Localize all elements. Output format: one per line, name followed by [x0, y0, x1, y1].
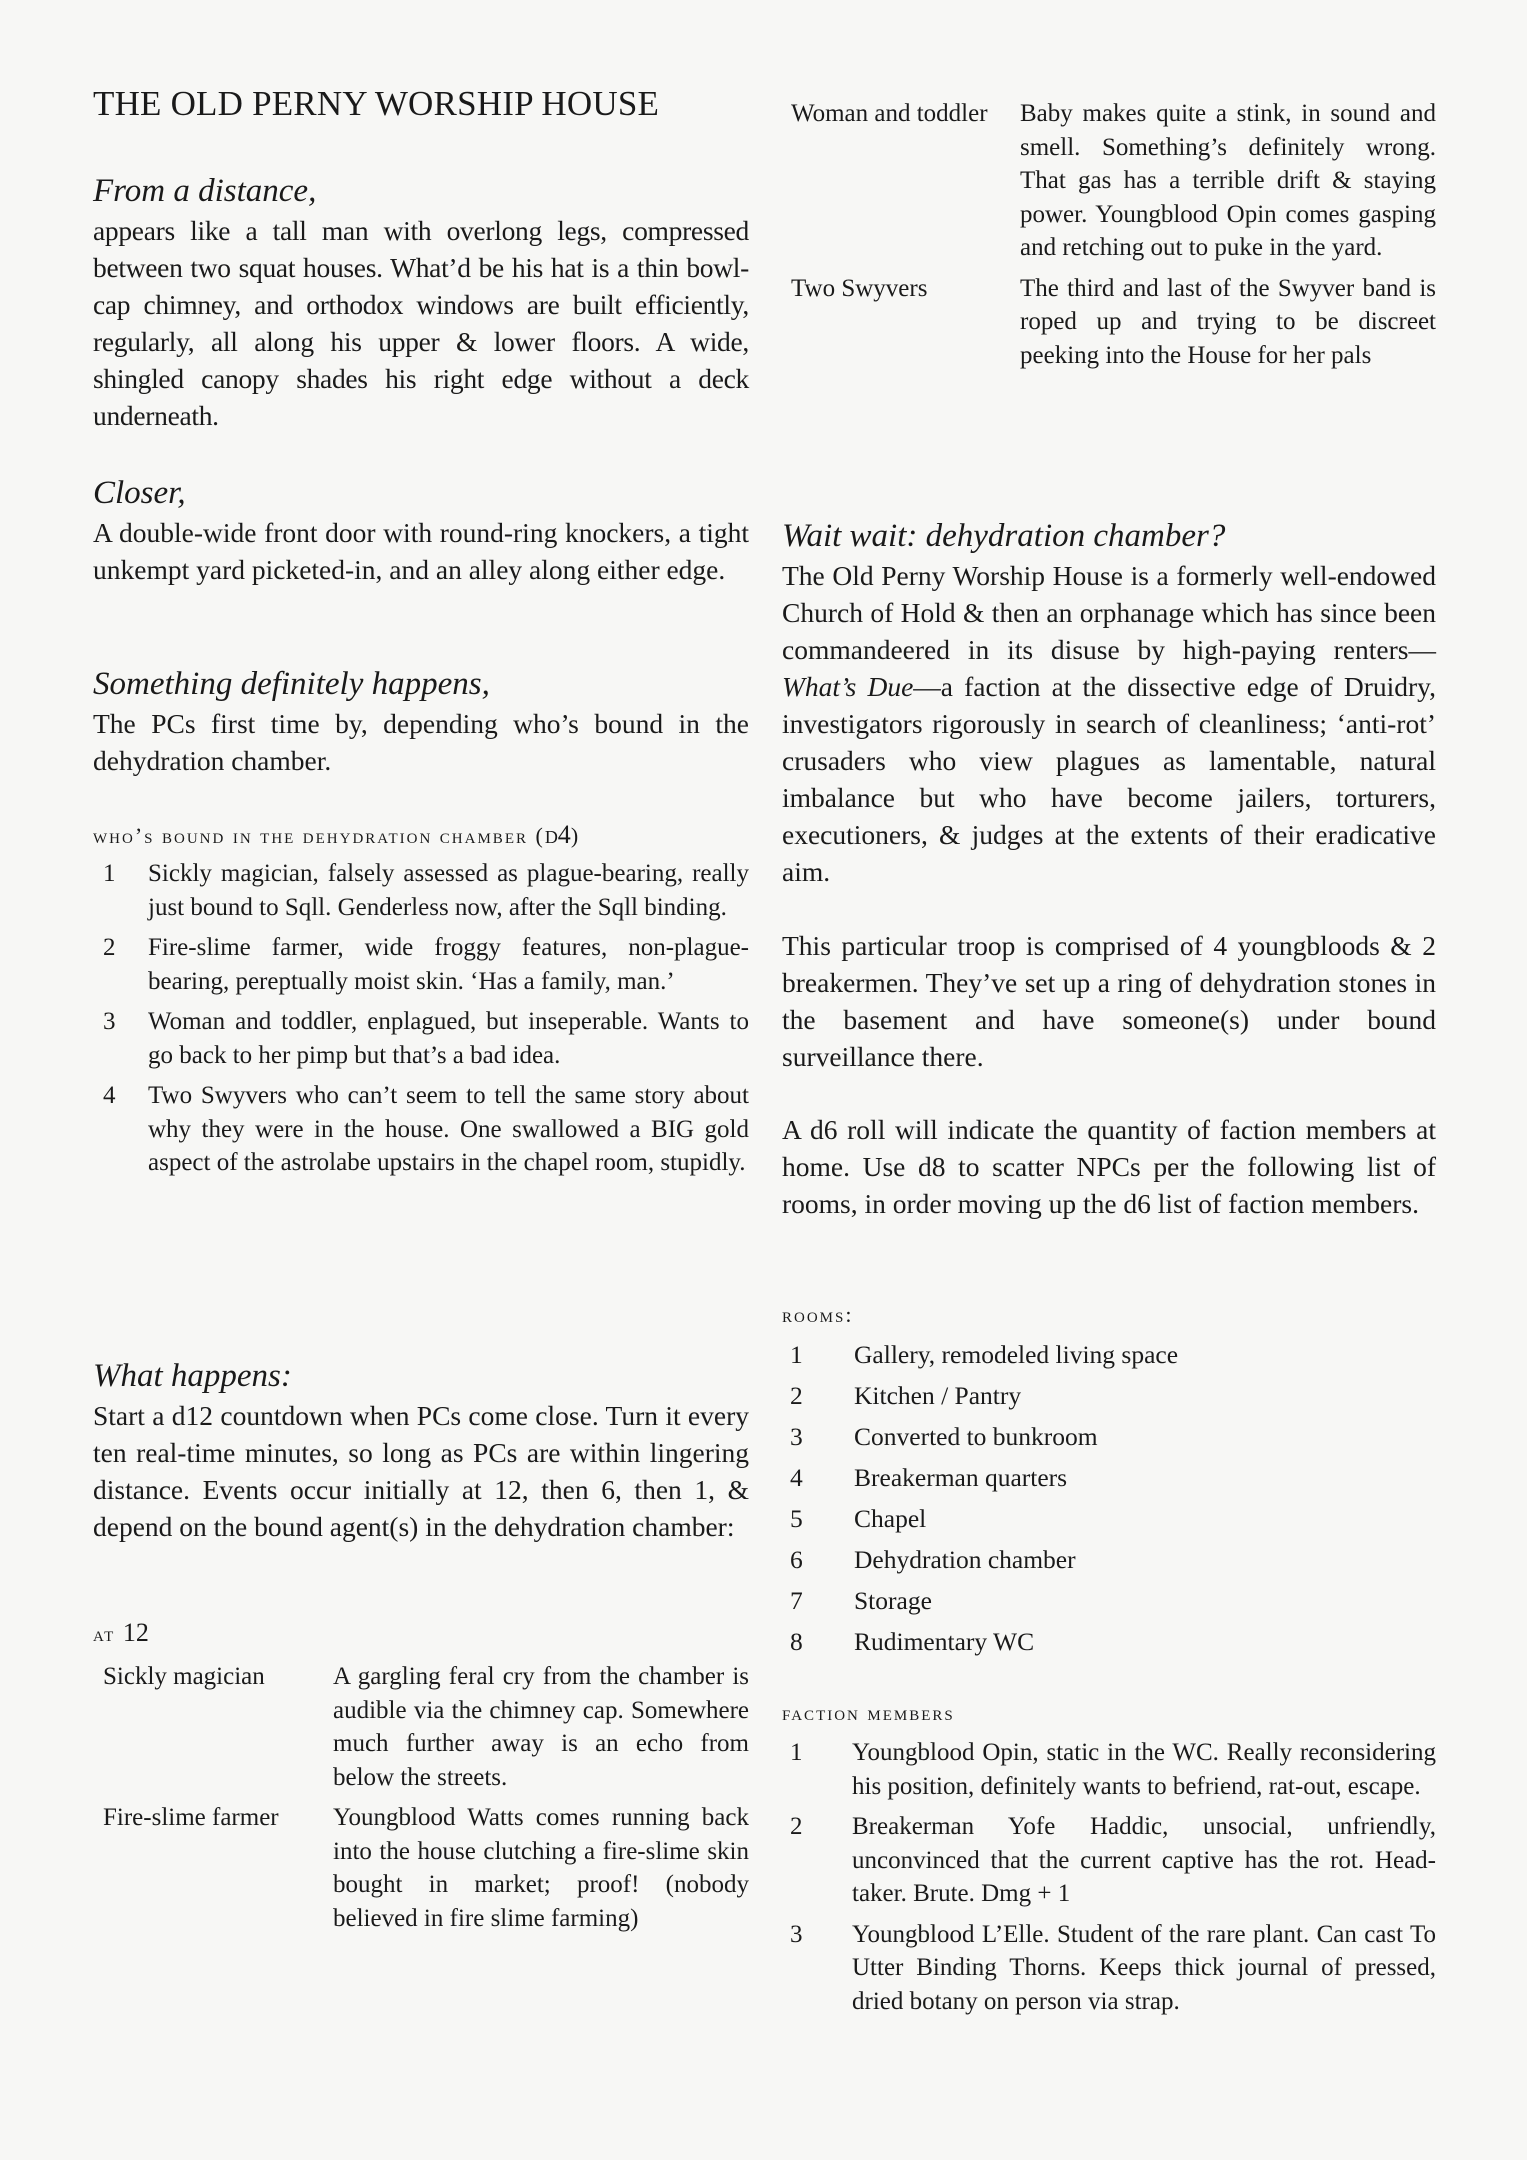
- room-number: 6: [790, 1545, 803, 1574]
- member-number: 1: [790, 1739, 803, 1766]
- at12-row-value: Baby makes quite a stink, in sound and smell. Something’s definitely wrong. That gas has a terrible drift & staying power. Youngblood Opin comes gasping and retching out to puke in the yard.: [1020, 100, 1436, 261]
- item-text: Woman and toddler, enplagued, but inseperable. Wants to go back to her pimp but that’s a bad idea.: [148, 1008, 749, 1069]
- faction-member: [782, 1918, 1436, 2019]
- bound-table-label: [93, 820, 580, 850]
- heading-closer: Closer,: [93, 475, 186, 511]
- at12-row: [782, 97, 1436, 265]
- room-item: [782, 1498, 1436, 1539]
- room-item: [782, 1621, 1436, 1662]
- room-item: [782, 1580, 1436, 1621]
- item-text: Fire-slime farmer, wide froggy features, non-plague-bearing, pereptually moist skin. ‘Has a family, man.’: [148, 934, 749, 995]
- room-name: Chapel: [854, 1504, 927, 1533]
- room-number: 8: [790, 1627, 803, 1656]
- at12-row-value: Youngblood Watts comes running back into the house clutching a fire-slime skin bought in market; proof! (nobody believed in fire slime farming): [333, 1804, 749, 1932]
- at12-row: [782, 272, 1436, 373]
- bound-table-die: d4: [544, 820, 571, 849]
- room-name: Storage: [854, 1586, 932, 1615]
- rooms-list: [782, 1334, 1436, 1662]
- faction-members-label: faction members: [782, 1700, 955, 1725]
- bound-list-item: [93, 857, 749, 924]
- paragraph-closer: A double-wide front door with round-ring knockers, a tight unkempt yard picketed-in, and an alley along either edge.: [93, 517, 749, 585]
- at12-row-value: The third and last of the Swyver band is roped up and trying to be discreet peeking into the House for her pals: [1020, 274, 1436, 369]
- at12-number: 12: [122, 1618, 149, 1647]
- at12-row-key: Sickly magician: [103, 1663, 265, 1690]
- at12-row-value: A gargling feral cry from the chamber is audible via the chimney cap. Somewhere much further away is an echo from below the streets.: [333, 1663, 749, 1791]
- bound-list-item: [93, 931, 749, 998]
- room-name: Breakerman quarters: [854, 1463, 1068, 1492]
- member-number: 3: [790, 1920, 803, 1948]
- paragraph-troop: This particular troop is comprised of 4 youngbloods & 2 breakermen. They’ve set up a ring of dehydration stones in the basement and have someone(s) under bound surveillance there.: [782, 930, 1436, 1072]
- at12-row: [93, 1660, 749, 1794]
- item-text: Sickly magician, falsely assessed as plague-bearing, really just bound to Sqll. Genderless now, after the Sqll binding.: [148, 860, 749, 921]
- heading-from-a-distance: From a distance,: [93, 173, 317, 209]
- bound-table-label-end: ): [570, 823, 581, 848]
- at12-row: [93, 1801, 749, 1935]
- member-text: Youngblood L’Elle. Student of the rare plant. Can cast To Utter Binding Thorns. Keeps thick journal of pressed, dried botany on person via strap.: [852, 1920, 1436, 2015]
- paragraph-what-happens: Start a d12 countdown when PCs come close. Turn it every ten real-time minutes, so long as PCs are within lingering distance. Events occur initially at 12, then 6, then 1, & depend on the bound agent(s) in the dehydration chamber:: [93, 1400, 749, 1542]
- room-item: [782, 1457, 1436, 1498]
- member-text: Breakerman Yofe Haddic, unsocial, unfriendly, unconvinced that the current captive has the rot. Head-taker. Brute. Dmg + 1: [852, 1813, 1436, 1907]
- paragraph-d6: A d6 roll will indicate the quantity of faction members at home. Use d8 to scatter NPCs per the following list of rooms, in order moving up the d6 list of faction members.: [782, 1114, 1436, 1219]
- item-number: 4: [103, 1082, 116, 1109]
- room-number: 5: [790, 1504, 803, 1533]
- room-name: Kitchen / Pantry: [854, 1381, 1022, 1410]
- faction-member: [782, 1736, 1436, 1803]
- item-text: Two Swyvers who can’t seem to tell the same story about why they were in the house. One swallowed a BIG gold aspect of the astrolabe upstairs in the chapel room, stupidly.: [148, 1082, 749, 1176]
- at12-row-key: Fire-slime farmer: [103, 1804, 279, 1831]
- at12-label: [93, 1618, 149, 1648]
- faction-member: [782, 1810, 1436, 1911]
- member-number: 2: [790, 1813, 803, 1840]
- heading-what-happens: What happens:: [93, 1358, 292, 1394]
- room-number: 4: [790, 1463, 803, 1492]
- item-number: 1: [103, 860, 116, 887]
- at12-table: [93, 1660, 749, 1935]
- heading-something-happens: Something definitely happens,: [93, 666, 490, 702]
- faction-name: What’s Due: [782, 671, 914, 702]
- room-number: 1: [790, 1340, 803, 1369]
- paragraph-wait-wait: [782, 557, 1436, 890]
- room-name: Rudimentary WC: [854, 1627, 1035, 1656]
- room-item: [782, 1334, 1436, 1375]
- room-number: 2: [790, 1381, 803, 1410]
- rooms-label: rooms:: [782, 1302, 854, 1327]
- paragraph-something-happens: The PCs first time by, depending who’s bound in the dehydration chamber.: [93, 708, 749, 776]
- wait-text-pre: The Old Perny Worship House is a formerly well-endowed Church of Hold & then an orphanage which has since been commandeered in its disuse by high-paying renters—: [782, 560, 1436, 665]
- at12-row-key: Woman and toddler: [791, 100, 988, 127]
- bound-list-item: [93, 1005, 749, 1072]
- at12-table-continued: [782, 97, 1436, 372]
- item-number: 3: [103, 1008, 116, 1035]
- at12-label-text: at: [93, 1621, 116, 1646]
- room-item: [782, 1416, 1436, 1457]
- room-name: Gallery, remodeled living space: [854, 1340, 1179, 1369]
- item-number: 2: [103, 934, 116, 961]
- room-name: Converted to bunkroom: [854, 1422, 1098, 1451]
- page-title: THE OLD PERNY WORSHIP HOUSE: [93, 84, 660, 123]
- room-number: 3: [790, 1422, 803, 1451]
- member-text: Youngblood Opin, static in the WC. Really reconsidering his position, definitely wants to befriend, rat-out, escape.: [852, 1739, 1436, 1800]
- wait-text-post: —a faction at the dissective edge of Druidry, investigators rigorously in search of cleanliness; ‘anti-rot’ crusaders who view plagues as lamentable, natural imbalance but who have become jailers, torturers, executioners, & judges at the extents of their eradicative aim.: [782, 671, 1436, 887]
- heading-wait-wait: Wait wait: dehydration chamber?: [782, 518, 1226, 554]
- room-name: Dehydration chamber: [854, 1545, 1076, 1574]
- bound-table-label-text: who’s bound in the dehydration chamber (: [93, 823, 545, 848]
- faction-list: [782, 1736, 1436, 2018]
- room-number: 7: [790, 1586, 803, 1615]
- at12-row-key: Two Swyvers: [791, 274, 928, 302]
- bound-list: [93, 857, 749, 1180]
- bound-list-item: [93, 1079, 749, 1180]
- room-item: [782, 1539, 1436, 1580]
- paragraph-from-a-distance: appears like a tall man with overlong legs, compressed between two squat houses. What’d be his hat is a thin bowl-cap chimney, and orthodox windows are built efficiently, regularly, all along his upper & lower floors. A wide, shingled canopy shades his right edge without a deck underneath.: [93, 215, 749, 431]
- room-item: [782, 1375, 1436, 1416]
